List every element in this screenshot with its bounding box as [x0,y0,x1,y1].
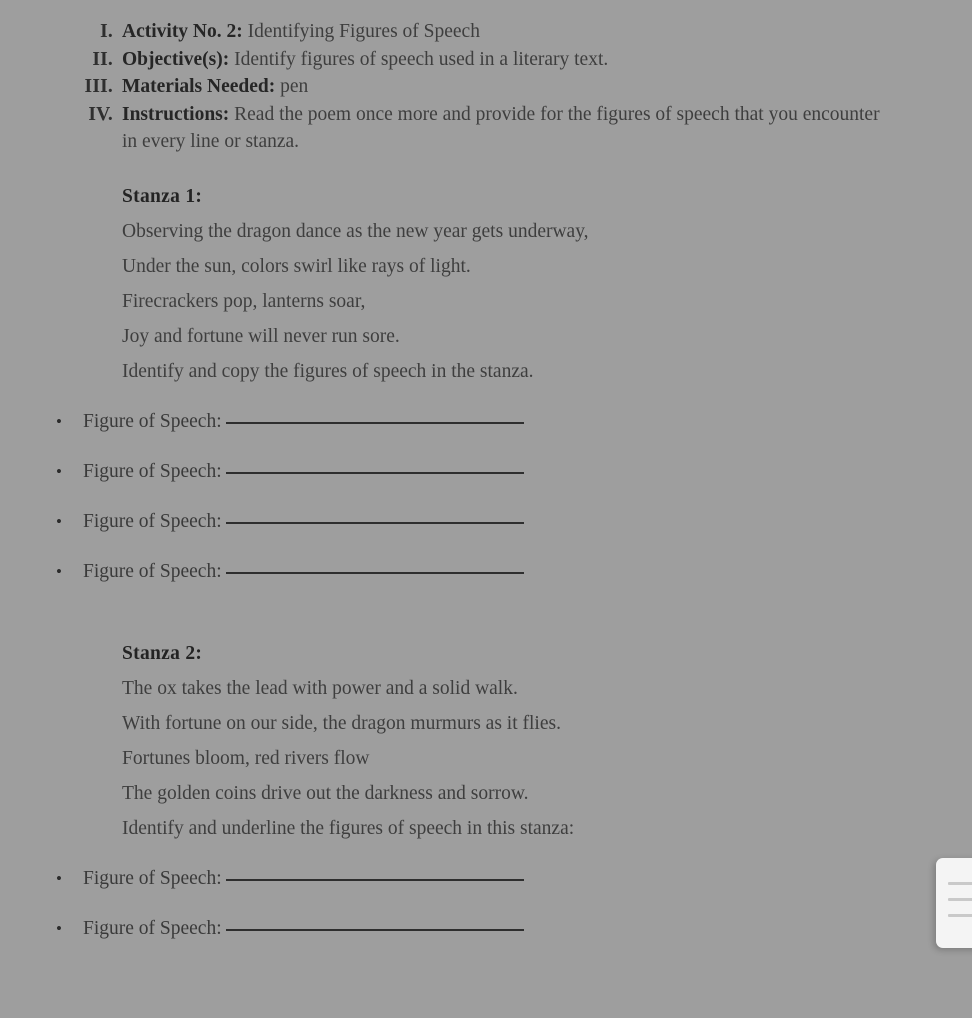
floating-side-panel[interactable] [936,858,972,948]
stanza-1-answer-list [0,410,972,584]
answer-row[interactable] [56,560,972,584]
answer-blank-line[interactable] [226,879,524,881]
answer-blank-line[interactable] [226,472,524,474]
list-item-numeral: III. [84,76,113,97]
stanza-1-line: Firecrackers pop, lanterns soar, [122,291,366,312]
stanza-2-answer-list [0,867,972,941]
answer-row[interactable] [56,510,972,534]
bullet-icon: • [56,412,62,431]
stanza-1-title: Stanza 1: [122,186,203,207]
answer-blank-line[interactable] [226,572,524,574]
stanza-1-line: Joy and fortune will never run sore. [122,326,400,347]
stanza-2-block [122,642,912,841]
list-item [0,18,972,45]
bullet-icon: • [56,919,62,938]
list-item-numeral: IV. [88,103,113,125]
answer-label: Figure of Speech: [83,511,222,532]
stanza-2-line: The golden coins drive out the darkness and sorrow. [122,783,529,804]
stanza-2-line: The ox takes the lead with power and a solid walk. [122,678,518,699]
stanza-2-line: Fortunes bloom, red rivers flow [122,748,370,769]
list-item [0,101,972,155]
bullet-icon: • [56,512,62,531]
answer-row[interactable] [56,460,972,484]
answer-row[interactable] [56,867,972,891]
bullet-icon: • [56,562,62,581]
icon-line [948,914,972,917]
list-item-body [122,18,480,45]
stanza-1-line: Under the sun, colors swirl like rays of light. [122,256,471,277]
answer-label: Figure of Speech: [83,411,222,432]
list-item-body [122,101,882,155]
bullet-icon: • [56,869,62,888]
list-item-text: Identify figures of speech used in a literary text. [229,48,609,70]
answer-label: Figure of Speech: [83,868,222,889]
spacer [0,155,972,185]
stanza-2-prompt: Identify and underline the figures of speech in this stanza: [122,818,575,839]
icon-line [948,898,972,901]
icon-line [948,882,972,885]
answer-blank-line[interactable] [226,422,524,424]
list-item [0,46,972,73]
list-item-numeral: II. [92,48,113,70]
list-item-label: Instructions: [122,103,230,125]
stanza-1-block [122,185,912,384]
list-item-body [122,46,608,73]
answer-label: Figure of Speech: [83,918,222,939]
list-item-text: pen [275,76,309,97]
list-item-label: Objective(s): [122,48,230,70]
list-item-label: Materials Needed: [122,76,276,97]
answer-label: Figure of Speech: [83,561,222,582]
activity-header-list [0,18,972,155]
answer-blank-line[interactable] [226,929,524,931]
stanza-2-title: Stanza 2: [122,643,203,664]
answer-blank-line[interactable] [226,522,524,524]
stanza-1-line: Observing the dragon dance as the new year gets underway, [122,221,589,242]
document-lines-icon [948,882,972,930]
answer-row[interactable] [56,917,972,941]
bullet-icon: • [56,462,62,481]
stanza-1-prompt: Identify and copy the figures of speech in the stanza. [122,361,534,382]
answer-row[interactable] [56,410,972,434]
list-item-text: Read the poem once more and provide for the figures of speech that you encounter in every line or stanza. [122,103,880,152]
spacer [0,584,972,642]
list-item-text: Identifying Figures of Speech [242,21,480,42]
answer-label: Figure of Speech: [83,461,222,482]
stanza-2-line: With fortune on our side, the dragon murmurs as it flies. [122,713,561,734]
list-item-body [122,73,308,100]
list-item-label: Activity No. 2: [122,21,243,42]
list-item [0,73,972,100]
list-item-numeral: I. [100,21,113,42]
